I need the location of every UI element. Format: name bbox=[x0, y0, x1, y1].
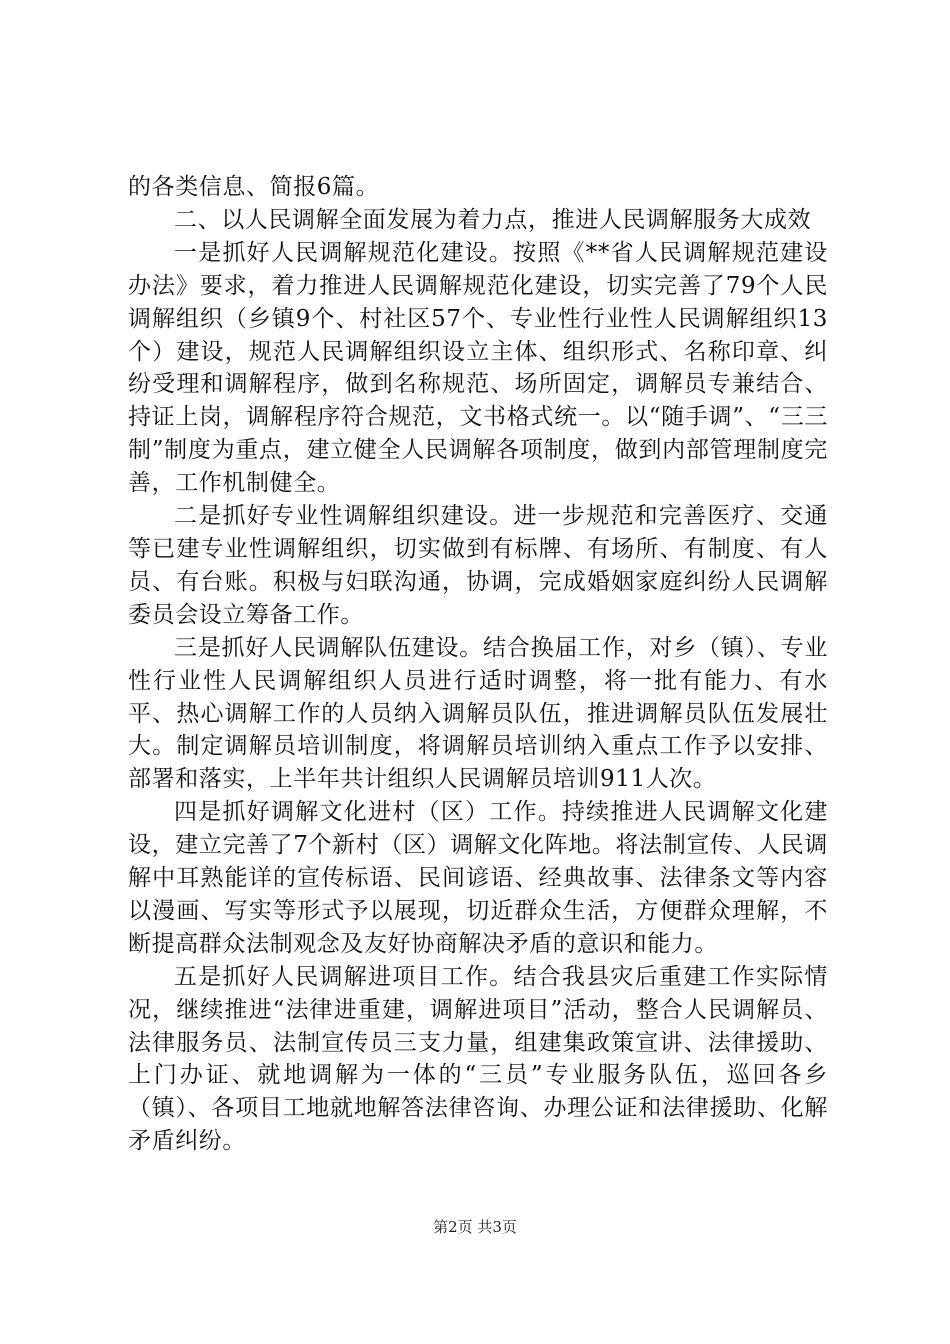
paragraph-continuation: 的各类信息、简报6篇。 bbox=[128, 174, 380, 200]
page-number-footer: 第2页 共3页 bbox=[433, 1218, 517, 1236]
paragraph-projects: 五是抓好人民调解进项目工作。结合我县灾后重建工作实际情况，继续推进“法律进重建，调解进项目”活动，整合人民调解员、法律服务员、法制宣传员三支力量，组建集政策宣讲、法律援助、上门办证、就地调解为一体的“三员”专业服务队伍，巡回各乡（镇）、各项目工地就地解答法律咨询、办理公证和法律援助、化解矛盾纠纷。 bbox=[128, 963, 828, 1155]
section-heading: 二、以人民调解全面发展为着力点，推进人民调解服务大成效 bbox=[174, 206, 812, 233]
paragraph-professional-organizations: 二是抓好专业性调解组织建设。进一步规范和完善医疗、交通等已建专业性调解组织，切实做到有标牌、有场所、有制度、有人员、有台账。积极与妇联沟通，协调，完成婚姻家庭纠纷人民调解委员会设立筹备工作。 bbox=[128, 503, 828, 628]
paragraph-culture-villages: 四是抓好调解文化进村（区）工作。持续推进人民调解文化建设，建立完善了7个新村（区）调解文化阵地。将法制宣传、人民调解中耳熟能详的宣传标语、民间谚语、经典故事、法律条文等内容以漫画、写实等形式予以展现，切近群众生活，方便群众理解，不断提高群众法制观念及友好协商解决矛盾的意识和能力。 bbox=[128, 799, 828, 957]
document-body bbox=[128, 171, 828, 1158]
paragraph-team-building: 三是抓好人民调解队伍建设。结合换届工作，对乡（镇）、专业性行业性人民调解组织人员进行适时调整，将一批有能力、有水平、热心调解工作的人员纳入调解员队伍，推进调解员队伍发展壮大。制定调解员培训制度，将调解员培训纳入重点工作予以安排、部署和落实，上半年共计组织人民调解员培训911人次。 bbox=[128, 634, 828, 793]
paragraph-standardization: 一是抓好人民调解规范化建设。按照《**省人民调解规范建设办法》要求，着力推进人民调解规范化建设，切实完善了79个人民调解组织（乡镇9个、村社区57个、专业性行业性人民调解组织13个）建设，规范人民调解组织设立主体、组织形式、名称印章、纠纷受理和调解程序，做到名称规范、场所固定，调解员专兼结合、持证上岗，调解程序符合规范，文书格式统一。以“随手调”、“三三制”制度为重点，建立健全人民调解各项制度，做到内部管理制度完善，工作机制健全。 bbox=[128, 239, 828, 497]
